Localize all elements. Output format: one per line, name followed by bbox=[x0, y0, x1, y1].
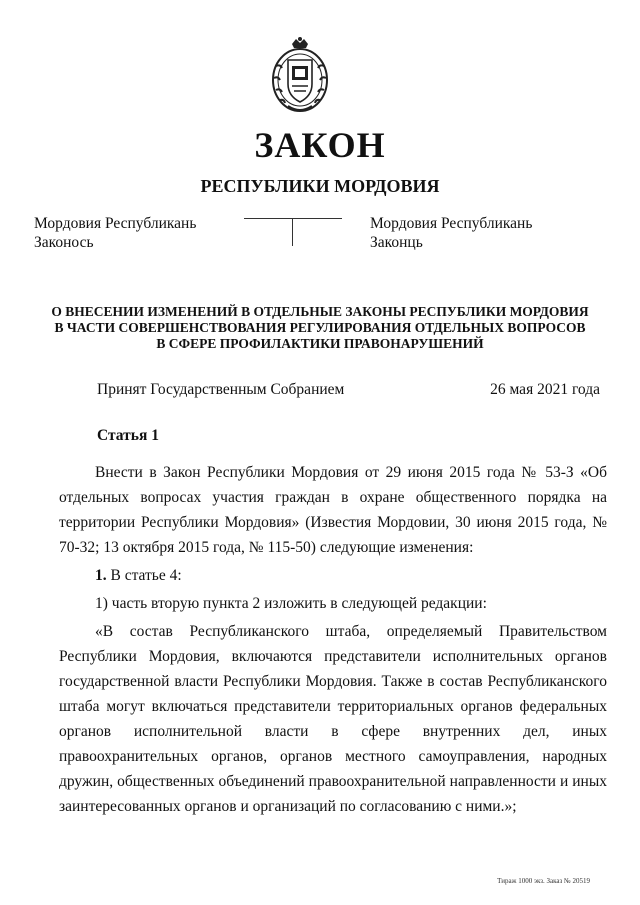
erzya-title-line2: Законць bbox=[370, 234, 423, 251]
article-subitem-1: 1) часть вторую пункта 2 изложить в следующей редакции: bbox=[95, 595, 487, 612]
adopted-by-text: Принят Государственным Собранием bbox=[97, 381, 345, 398]
article-quote: «В состав Республиканского штаба, определяемый Правительством Республики Мордовия, включаются представители исполнительных органов государственной власти Республики Мордовия. Также в состав Республиканского штаба могут включаться представители территориальных органов федеральных органов исполнительной власти в сфере внутренних дел, иных правоохранительных органов, органов местного самоуправления, народных дружин, общественных объединений правоохранительной направленности и иных заинтересованных органов и организаций по согласованию с ними.»; bbox=[59, 623, 607, 815]
moksha-title-block bbox=[34, 214, 196, 252]
item-text: В статье 4: bbox=[106, 567, 182, 584]
article-item-1 bbox=[59, 563, 607, 588]
article-body bbox=[59, 460, 607, 822]
print-info: Тираж 1000 экз. Заказ № 20519 bbox=[497, 877, 590, 885]
header-divider-vertical bbox=[292, 218, 293, 246]
header-divider-horizontal bbox=[244, 218, 342, 219]
law-heading-line1: О ВНЕСЕНИИ ИЗМЕНЕНИЙ В ОТДЕЛЬНЫЕ ЗАКОНЫ РЕСПУБЛИКИ МОРДОВИЯ bbox=[51, 304, 589, 319]
article-title: Статья 1 bbox=[97, 427, 159, 444]
item-number: 1. bbox=[95, 567, 107, 584]
law-subtitle: РЕСПУБЛИКИ МОРДОВИЯ bbox=[200, 176, 440, 196]
moksha-title-line2: Законось bbox=[34, 234, 94, 251]
coat-of-arms-emblem bbox=[268, 36, 332, 116]
moksha-title-line1: Мордовия Республикань bbox=[34, 215, 197, 232]
article-paragraph-1: Внести в Закон Республики Мордовия от 29 июня 2015 года № 53-З «Об отдельных вопросах участия граждан в охране общественного порядка на территории Республики Мордовия» (Известия Мордовии, 30 июня 2015 года, № 70-32; 13 октября 2015 года, № 115-50) следующие изменения: bbox=[59, 464, 607, 556]
law-heading-line2: В ЧАСТИ СОВЕРШЕНСТВОВАНИЯ РЕГУЛИРОВАНИЯ ОТДЕЛЬНЫХ ВОПРОСОВ bbox=[54, 320, 586, 335]
law-title: ЗАКОН bbox=[254, 125, 386, 165]
erzya-title-block bbox=[370, 214, 532, 252]
adopted-date: 26 мая 2021 года bbox=[490, 381, 600, 398]
law-heading-line3: В СФЕРЕ ПРОФИЛАКТИКИ ПРАВОНАРУШЕНИЙ bbox=[156, 336, 484, 351]
erzya-title-line1: Мордовия Республикань bbox=[370, 215, 533, 232]
law-heading bbox=[40, 304, 600, 352]
